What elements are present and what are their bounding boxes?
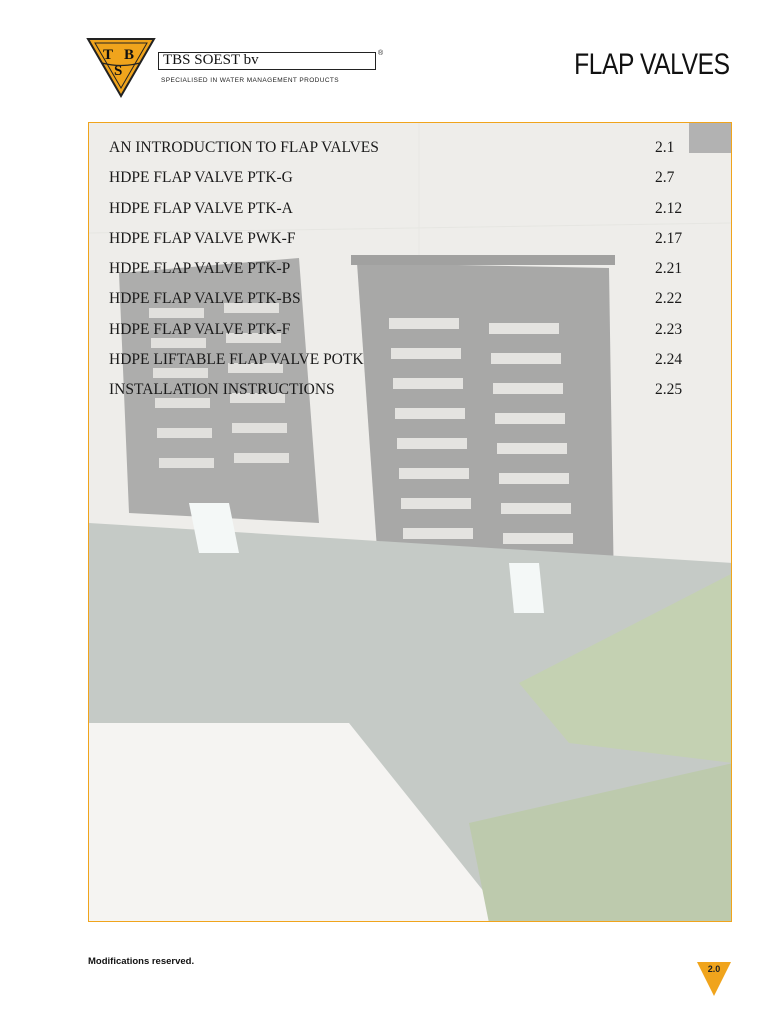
toc-page: 2.12 bbox=[655, 199, 683, 217]
toc-title: HDPE FLAP VALVE PWK-F bbox=[109, 229, 296, 247]
toc-row[interactable] bbox=[109, 139, 711, 169]
toc-row[interactable] bbox=[109, 321, 711, 351]
toc-title: HDPE LIFTABLE FLAP VALVE POTK bbox=[109, 351, 364, 369]
toc-row[interactable] bbox=[109, 381, 711, 411]
toc-row[interactable] bbox=[109, 230, 711, 260]
svg-text:T: T bbox=[103, 47, 114, 63]
toc-title: HDPE FLAP VALVE PTK-BS bbox=[109, 290, 301, 308]
page-number: 2.0 bbox=[707, 964, 721, 974]
toc-row[interactable] bbox=[109, 169, 711, 199]
modifications-note: Modifications reserved. bbox=[88, 956, 195, 967]
company-logo bbox=[86, 38, 386, 98]
table-of-contents bbox=[109, 139, 711, 412]
toc-row[interactable] bbox=[109, 351, 711, 381]
registered-mark: ® bbox=[378, 50, 384, 57]
toc-page: 2.17 bbox=[655, 229, 683, 247]
company-tagline: SPECIALISED IN WATER MANAGEMENT PRODUCTS bbox=[161, 77, 340, 84]
toc-page: 2.22 bbox=[655, 290, 683, 308]
toc-page: 2.23 bbox=[655, 320, 683, 338]
toc-row[interactable] bbox=[109, 290, 711, 320]
toc-row[interactable] bbox=[109, 260, 711, 290]
toc-title: HDPE FLAP VALVE PTK-P bbox=[109, 260, 291, 278]
toc-page: 2.25 bbox=[655, 381, 683, 399]
toc-page: 2.1 bbox=[655, 139, 675, 156]
toc-title: HDPE FLAP VALVE PTK-F bbox=[109, 320, 291, 338]
toc-page: 2.24 bbox=[655, 351, 683, 369]
svg-text:S: S bbox=[114, 63, 123, 79]
toc-row[interactable] bbox=[109, 200, 711, 230]
toc-title: HDPE FLAP VALVE PTK-A bbox=[109, 199, 293, 217]
toc-title: HDPE FLAP VALVE PTK-G bbox=[109, 169, 293, 187]
page-number-marker bbox=[696, 962, 732, 998]
flap-valve-photo-panel bbox=[88, 122, 732, 922]
tbs-triangle-logo-icon bbox=[86, 38, 156, 98]
company-name: TBS SOEST bv bbox=[158, 52, 376, 70]
toc-title: INSTALLATION INSTRUCTIONS bbox=[109, 381, 335, 399]
toc-title: AN INTRODUCTION TO FLAP VALVES bbox=[109, 139, 379, 156]
svg-text:B: B bbox=[124, 47, 135, 63]
toc-page: 2.7 bbox=[655, 169, 675, 187]
toc-page: 2.21 bbox=[655, 260, 683, 278]
page-title: FLAP VALVES bbox=[574, 48, 730, 81]
